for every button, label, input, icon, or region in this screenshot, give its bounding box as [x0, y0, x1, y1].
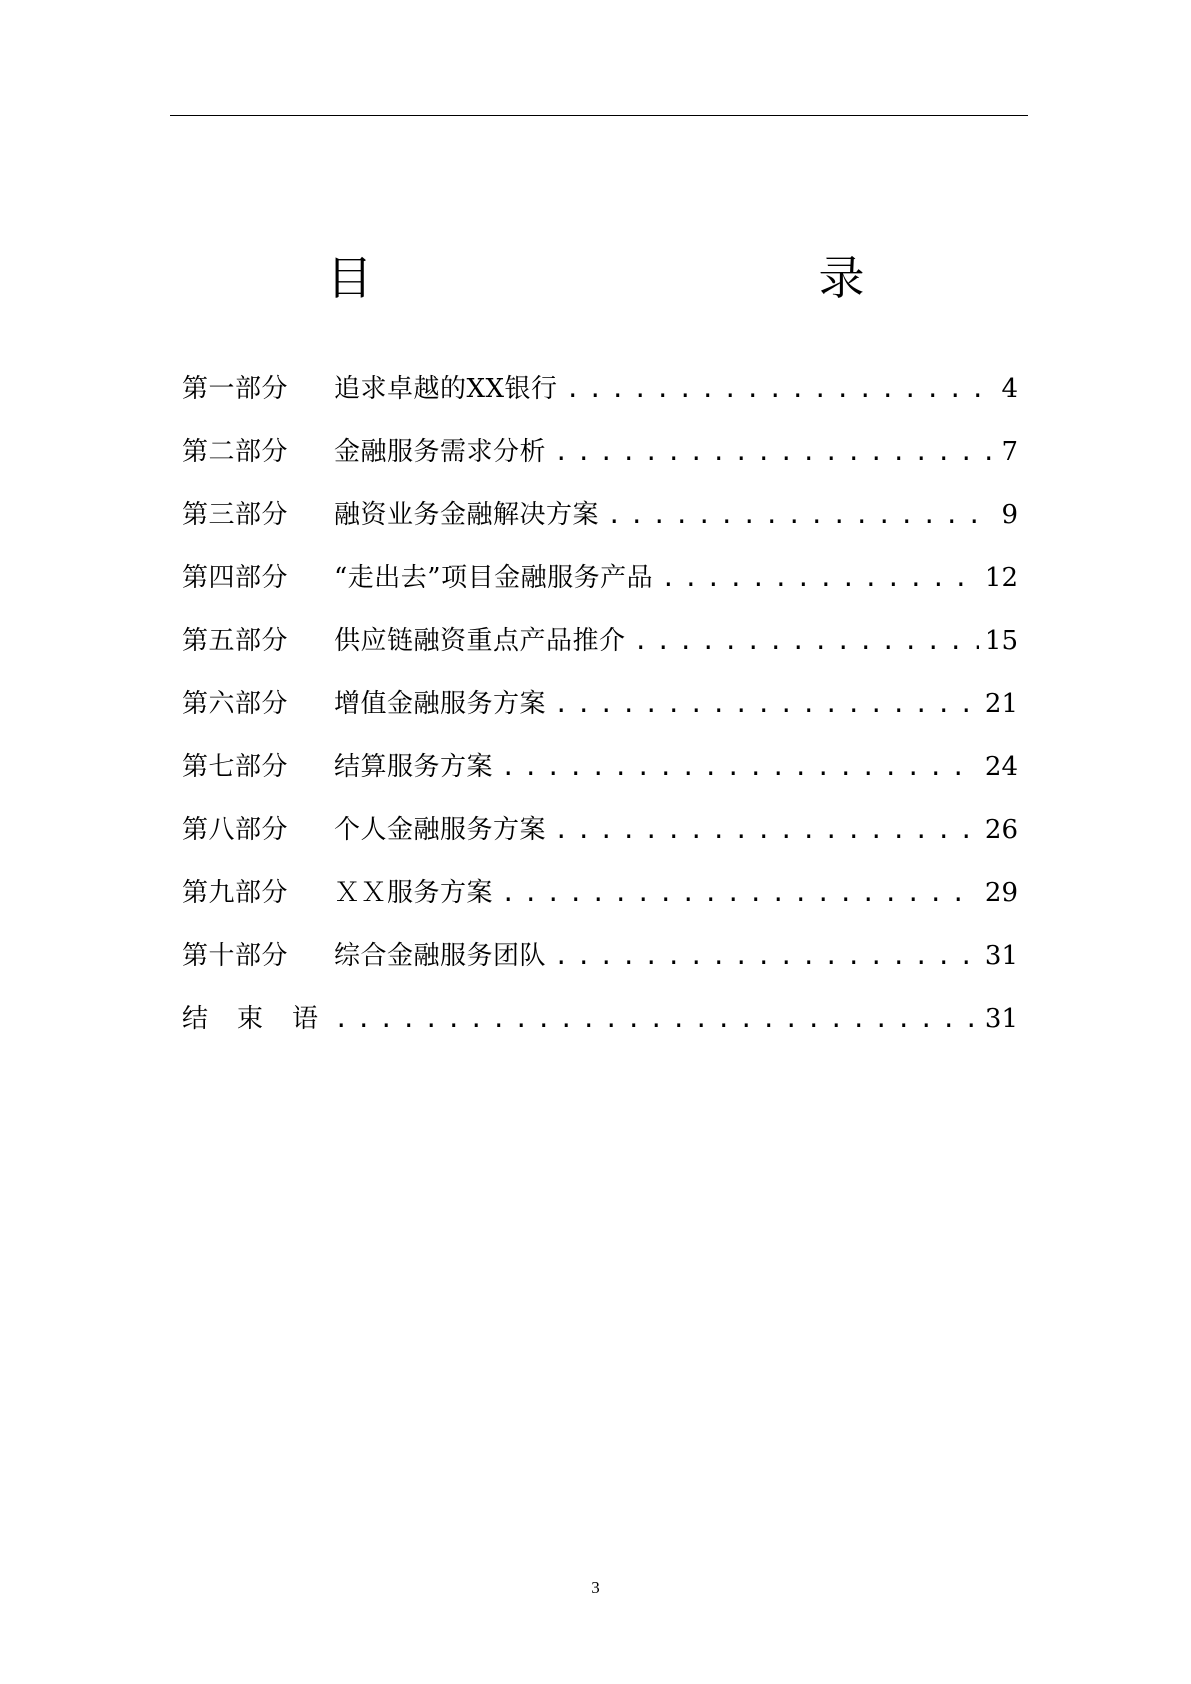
toc-dot-leader	[554, 803, 979, 857]
table-of-contents	[182, 362, 1018, 1055]
toc-part-label: 第七部分	[182, 752, 289, 782]
toc-entry-part-9[interactable]	[182, 866, 1018, 929]
toc-entry-title: 供应链融资重点产品推介	[334, 626, 626, 656]
toc-dot-leader	[501, 740, 979, 794]
toc-page-number: 31	[984, 1004, 1018, 1034]
toc-part-label: 第二部分	[182, 437, 289, 467]
toc-part-label: 第三部分	[182, 500, 289, 530]
toc-entry-title: 融资业务金融解决方案	[334, 500, 600, 530]
toc-page-number: 31	[984, 941, 1018, 971]
toc-entry-part-4[interactable]	[182, 551, 1018, 614]
toc-page-number: 15	[984, 626, 1018, 656]
toc-page-number: 24	[984, 752, 1018, 782]
toc-part-label: 第四部分	[182, 563, 289, 593]
toc-entry-part-2[interactable]	[182, 425, 1018, 488]
toc-entry-conclusion[interactable]	[182, 992, 1018, 1055]
toc-page-number: 12	[984, 563, 1018, 593]
toc-entry-title: 个人金融服务方案	[334, 815, 547, 845]
toc-part-label: 第九部分	[182, 878, 289, 908]
toc-entry-title: 金融服务需求分析	[334, 437, 547, 467]
toc-entry-title: “走出去”项目金融服务产品	[334, 563, 654, 593]
toc-page-number: 29	[984, 878, 1018, 908]
toc-entry-title: ＸＸ服务方案	[334, 878, 494, 908]
toc-part-label: 第五部分	[182, 626, 289, 656]
toc-part-label: 第八部分	[182, 815, 289, 845]
toc-entry-title: 增值金融服务方案	[334, 689, 547, 719]
toc-dot-leader	[501, 866, 979, 920]
toc-part-label: 第六部分	[182, 689, 289, 719]
toc-entry-part-6[interactable]	[182, 677, 1018, 740]
toc-page-number: 21	[984, 689, 1018, 719]
toc-entry-part-3[interactable]	[182, 488, 1018, 551]
toc-page-number: 4	[1001, 374, 1018, 404]
toc-part-label: 第十部分	[182, 941, 289, 971]
toc-entry-title: 结算服务方案	[334, 752, 494, 782]
toc-page-number: 26	[984, 815, 1018, 845]
toc-entry-part-5[interactable]	[182, 614, 1018, 677]
page-number: 3	[591, 1578, 600, 1597]
toc-dot-leader	[566, 362, 994, 416]
toc-part-label: 结束语	[182, 1004, 348, 1034]
toc-dot-leader	[634, 614, 979, 668]
toc-entry-part-8[interactable]	[182, 803, 1018, 866]
toc-page-number: 9	[1001, 500, 1018, 530]
toc-dot-leader	[554, 677, 979, 731]
toc-part-label: 第一部分	[182, 374, 289, 404]
header-rule	[170, 115, 1028, 116]
toc-dot-leader	[554, 929, 979, 983]
toc-entry-title: 追求卓越的XX银行	[334, 374, 558, 404]
toc-dot-leader	[334, 992, 979, 1046]
toc-dot-leader	[661, 551, 979, 605]
toc-entry-part-1[interactable]	[182, 362, 1018, 425]
toc-dot-leader	[607, 488, 994, 542]
toc-entry-part-7[interactable]	[182, 740, 1018, 803]
toc-entry-title: 综合金融服务团队	[334, 941, 547, 971]
toc-title: 目 录	[326, 251, 983, 305]
toc-entry-part-10[interactable]	[182, 929, 1018, 992]
toc-page-number: 7	[1001, 437, 1018, 467]
toc-dot-leader	[554, 425, 994, 479]
